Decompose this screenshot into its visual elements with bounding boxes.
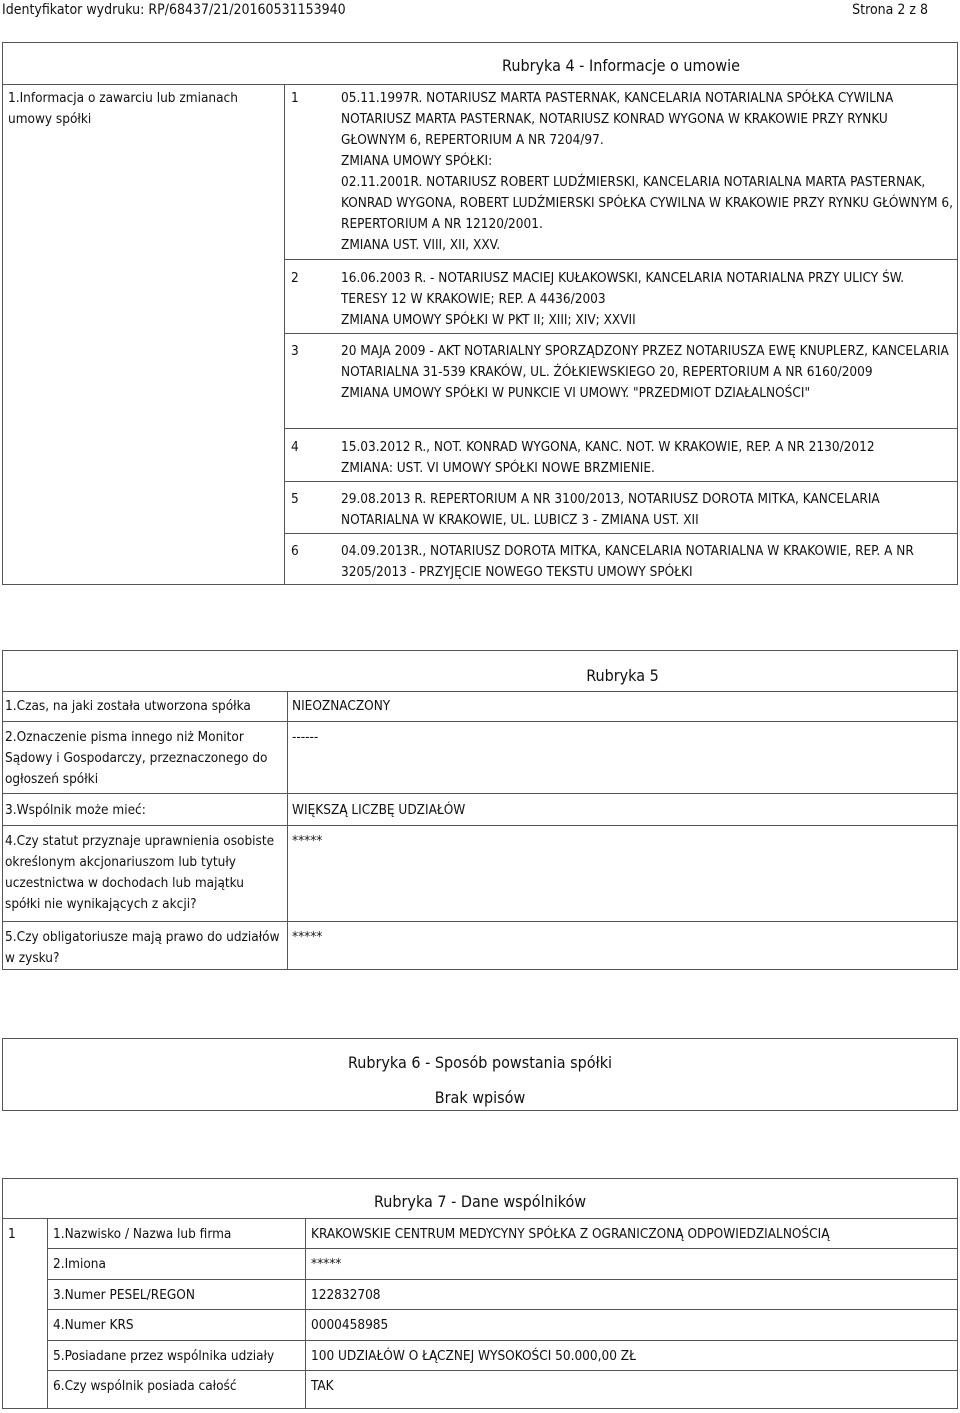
field-label: 4.Numer KRS <box>53 1317 134 1333</box>
field-label: 4.Czy statut przyznaje uprawnienia osobiste określonym akcjonariuszom lub tytuły uczestnictwa w dochodach lub majątku spółki nie wynikających z akcji? <box>5 833 275 912</box>
field-value: TAK <box>311 1378 334 1394</box>
section-title: Rubryka 7 - Dane wspólników <box>373 1192 587 1211</box>
divider <box>47 1279 958 1280</box>
divider <box>284 533 958 534</box>
field-label: 1.Informacja o zawarciu lub zmianach umowy spółki <box>8 90 238 127</box>
divider <box>2 825 958 826</box>
entry-number: 2 <box>291 270 299 286</box>
divider <box>305 1218 306 1409</box>
field-label: 1.Czas, na jaki została utworzona spółka <box>5 698 251 714</box>
field-label: 5.Czy obligatoriusze mają prawo do udziałów w zysku? <box>5 929 280 966</box>
divider <box>284 259 958 260</box>
divider <box>47 1218 48 1409</box>
divider <box>47 1370 958 1371</box>
field-value: 122832708 <box>311 1287 381 1303</box>
section-title: Rubryka 4 - Informacje o umowie <box>502 56 740 75</box>
divider <box>47 1340 958 1341</box>
section-title: Rubryka 6 - Sposób powstania spółki <box>347 1053 613 1072</box>
divider <box>2 721 958 722</box>
field-label: 2.Oznaczenie pisma innego niż Monitor Sądowy i Gospodarczy, przeznaczonego do ogłoszeń spółki <box>5 729 268 787</box>
divider <box>284 481 958 482</box>
divider <box>284 333 958 334</box>
divider <box>2 1218 958 1219</box>
divider <box>284 428 958 429</box>
print-identifier: Identyfikator wydruku: RP/68437/21/20160531153940 <box>2 2 346 18</box>
field-label: 3.Wspólnik może mieć: <box>5 802 146 818</box>
field-value: ***** <box>292 833 323 849</box>
field-value: ***** <box>292 929 323 945</box>
field-value: 100 UDZIAŁÓW O ŁĄCZNEJ WYSOKOŚCI 50.000,00 ZŁ <box>311 1348 636 1364</box>
entry-text: 15.03.2012 R., NOT. KONRAD WYGONA, KANC. NOT. W KRAKOWIE, REP. A NR 2130/2012 ZMIANA: UST. VI UMOWY SPÓŁKI NOWE BRZMIENIE. <box>341 439 875 476</box>
empty-entries: Brak wpisów <box>434 1088 526 1107</box>
field-label: 5.Posiadane przez wspólnika udziały <box>53 1348 275 1364</box>
divider <box>2 84 958 85</box>
page-number: Strona 2 z 8 <box>852 2 928 18</box>
field-value: NIEOZNACZONY <box>292 698 391 714</box>
field-value: ***** <box>311 1256 342 1272</box>
entry-text: 16.06.2003 R. - NOTARIUSZ MACIEJ KUŁAKOWSKI, KANCELARIA NOTARIALNA PRZY ULICY ŚW. TERESY 12 W KRAKOWIE; REP. A 4436/2003 ZMIANA UMOWY SPÓŁKI W PKT II; XIII; XIV; XXVII <box>341 270 905 328</box>
field-value: KRAKOWSKIE CENTRUM MEDYCYNY SPÓŁKA Z OGRANICZONĄ ODPOWIEDZIALNOŚCIĄ <box>311 1226 830 1242</box>
entry-text: 20 MAJA 2009 - AKT NOTARIALNY SPORZĄDZONY PRZEZ NOTARIUSZA EWĘ KNUPLERZ, KANCELARIA NOTARIALNA 31-539 KRAKÓW, UL. ŻÓŁKIEWSKIEGO 20, REPERTORIUM A NR 6160/2009 ZMIANA UMOWY SPÓŁKI W PUNKCIE VI UMOWY. "PRZEDMIOT DZIAŁALNOŚCI" <box>341 343 949 401</box>
entry-text: 29.08.2013 R. REPERTORIUM A NR 3100/2013, NOTARIUSZ DOROTA MITKA, KANCELARIA NOTARIALNA W KRAKOWIE, UL. LUBICZ 3 - ZMIANA UST. XII <box>341 491 880 528</box>
field-label: 6.Czy wspólnik posiada całość <box>53 1378 237 1394</box>
field-label: 3.Numer PESEL/REGON <box>53 1287 195 1303</box>
field-value: ------ <box>292 729 319 745</box>
entry-number: 3 <box>291 343 299 359</box>
entry-text: 04.09.2013R., NOTARIUSZ DOROTA MITKA, KANCELARIA NOTARIALNA W KRAKOWIE, REP. A NR 3205/2013 - PRZYJĘCIE NOWEGO TEKSTU UMOWY SPÓŁKI <box>341 543 914 580</box>
entry-number: 1 <box>291 90 299 106</box>
divider <box>47 1309 958 1310</box>
divider <box>2 793 958 794</box>
divider <box>47 1248 958 1249</box>
divider <box>287 691 288 970</box>
field-value: 0000458985 <box>311 1317 389 1333</box>
divider <box>2 691 958 692</box>
entry-number: 5 <box>291 491 299 507</box>
section-title: Rubryka 5 <box>586 666 659 685</box>
partner-number: 1 <box>8 1226 16 1242</box>
entry-number: 4 <box>291 439 299 455</box>
entry-text: 05.11.1997R. NOTARIUSZ MARTA PASTERNAK, KANCELARIA NOTARIALNA SPÓŁKA CYWILNA NOTARIUSZ MARTA PASTERNAK, NOTARIUSZ KONRAD WYGONA W KRAKOWIE PRZY RYNKU GŁOWNYM 6, REPERTORIUM A NR 7204/97. ZMIANA UMOWY SPÓŁKI: 02.11.2001R. NOTARIUSZ ROBERT LUDŹMIERSKI, KANCELARIA NOTARIALNA MARTA PASTERNAK, KONRAD WYGONA, ROBERT LUDŹMIERSKI SPÓŁKA CYWILNA W KRAKOWIE PRZY RYNKU GŁÓWNYM 6, REPERTORIUM A NR 12120/2001. ZMIANA UST. VIII, XII, XXV. <box>341 90 953 253</box>
field-value: WIĘKSZĄ LICZBĘ UDZIAŁÓW <box>292 802 466 818</box>
field-label: 2.Imiona <box>53 1256 106 1272</box>
divider <box>284 84 285 585</box>
field-label: 1.Nazwisko / Nazwa lub firma <box>53 1226 232 1242</box>
divider <box>2 921 958 922</box>
entry-number: 6 <box>291 543 299 559</box>
